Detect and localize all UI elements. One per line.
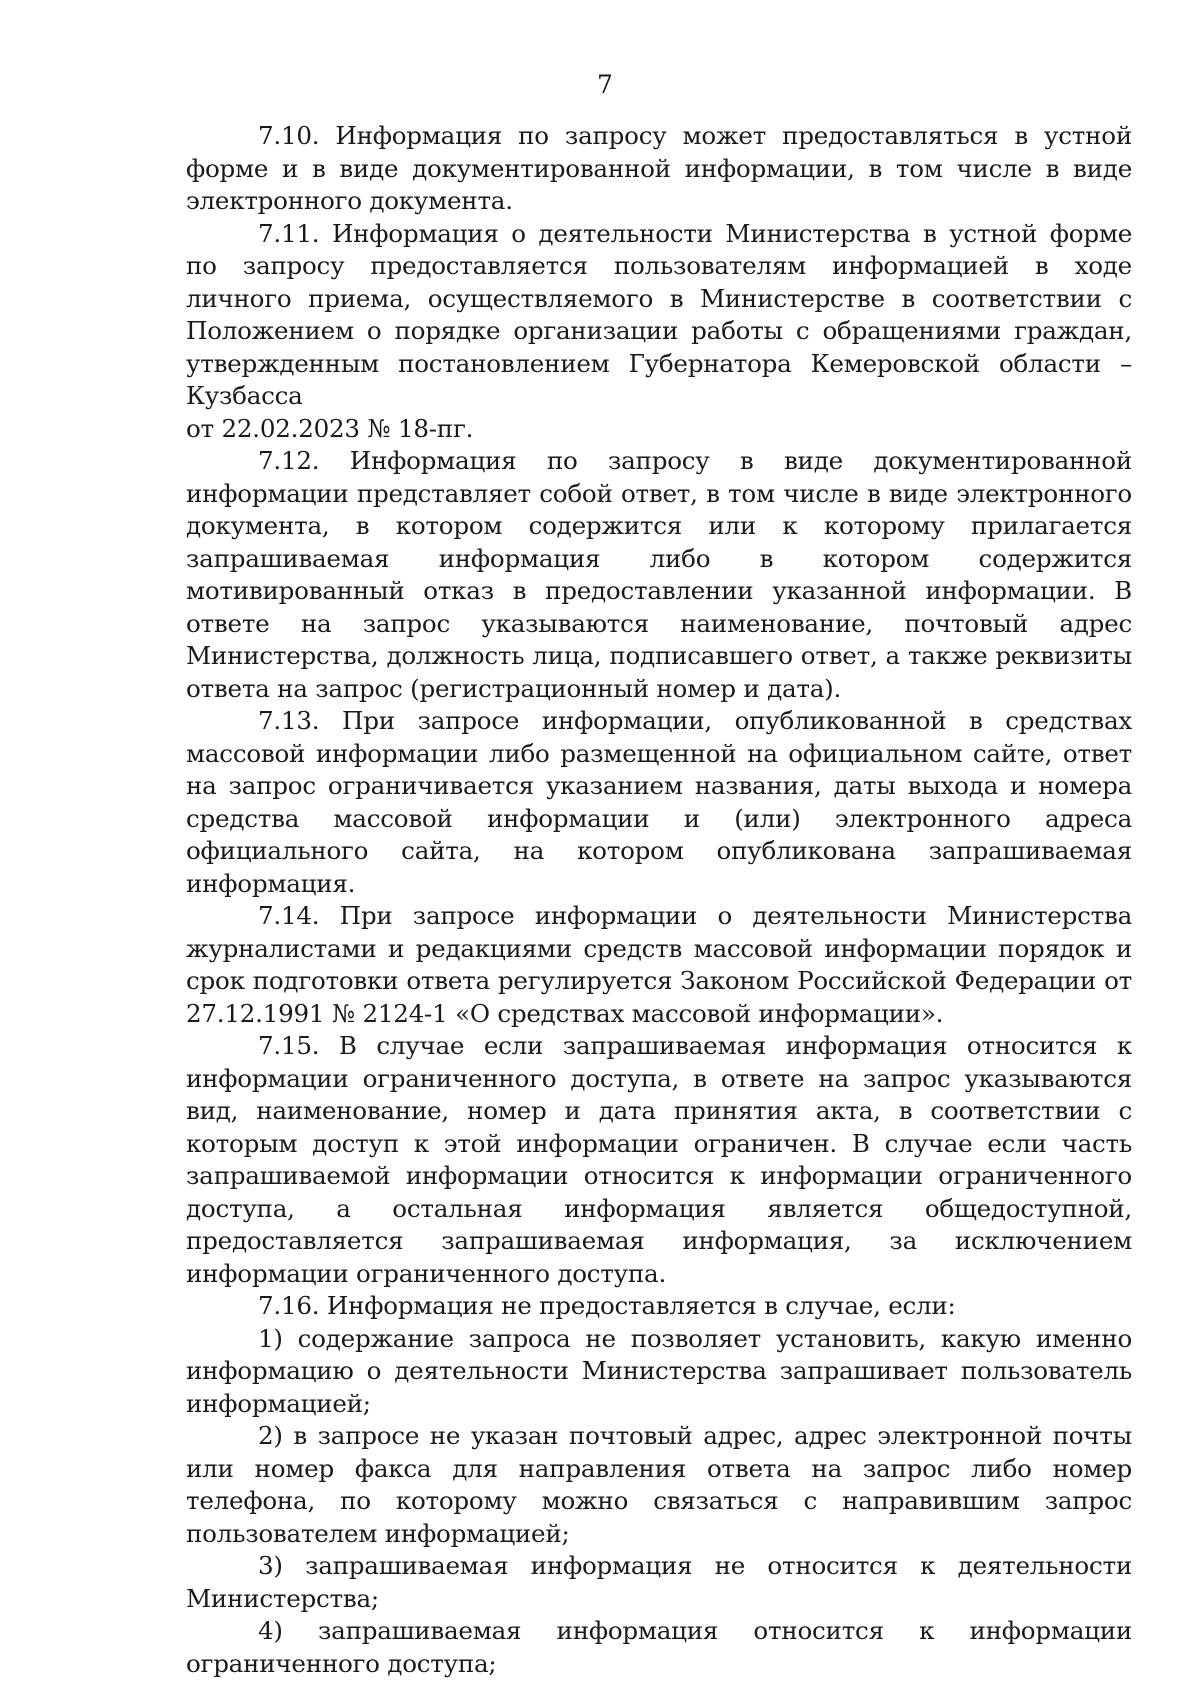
paragraph-7-10: 7.10. Информация по запросу может предоставляться в устной форме и в виде документированной информации, в том числе в виде электронного документа. [186, 121, 1132, 215]
paragraph-7-11: 7.11. Информация о деятельности Министерства в устной форме по запросу предоставляется пользователям информацией в ходе личного приема, осуществляемого в Министерстве в соответствии с Положением о порядке организации работы с обращениями граждан, утвержденным постановлением Губернатора Кемеровской области – Кузбасса [186, 218, 1132, 410]
list-item-4: 4) запрашиваемая информация относится к информации ограниченного доступа; [186, 1616, 1132, 1678]
paragraph-7-14: 7.14. При запросе информации о деятельности Министерства журналистами и редакциями средств массовой информации порядок и срок подготовки ответа регулируется Законом Российской Федерации от 27.12.1991 № 2124-1 «О средствах массовой информации». [186, 901, 1132, 1028]
document-body [186, 120, 1132, 1680]
paragraph-7-13: 7.13. При запросе информации, опубликованной в средствах массовой информации либо размещенной на официальном сайте, ответ на запрос ограничивается указанием названия, даты выхода и номера средства массовой информации и (или) электронного адреса официального сайта, на котором опубликована запрашиваемая информация. [186, 706, 1132, 898]
page-number: 7 [597, 70, 613, 99]
paragraph-7-15: 7.15. В случае если запрашиваемая информация относится к информации ограниченного доступа, в ответе на запрос указываются вид, наименование, номер и дата принятия акта, в соответствии с которым доступ к этой информации ограничен. В случае если часть запрашиваемой информации относится к информации ограниченного доступа, а остальная информация является общедоступной, предоставляется запрашиваемая информация, за исключением информации ограниченного доступа. [186, 1031, 1132, 1288]
list-item-2: 2) в запросе не указан почтовый адрес, адрес электронной почты или номер факса для направления ответа на запрос либо номер телефона, по которому можно связаться с направившим запрос пользователем информацией; [186, 1421, 1132, 1548]
paragraph-7-16: 7.16. Информация не предоставляется в случае, если: [258, 1291, 956, 1320]
list-item-3: 3) запрашиваемая информация не относится к деятельности Министерства; [186, 1551, 1132, 1613]
paragraph-7-12: 7.12. Информация по запросу в виде документированной информации представляет собой ответ, в том числе в виде электронного документа, в котором содержится или к которому прилагается запрашиваемая информация либо в котором содержится мотивированный отказ в предоставлении указанной информации. В ответе на запрос указываются наименование, почтовый адрес Министерства, должность лица, подписавшего ответ, а также реквизиты ответа на запрос (регистрационный номер и дата). [186, 446, 1132, 703]
list-item-1: 1) содержание запроса не позволяет установить, какую именно информацию о деятельности Министерства запрашивает пользователь информацией; [186, 1323, 1132, 1418]
paragraph-7-11-date: от 22.02.2023 № 18-пг. [186, 413, 474, 443]
